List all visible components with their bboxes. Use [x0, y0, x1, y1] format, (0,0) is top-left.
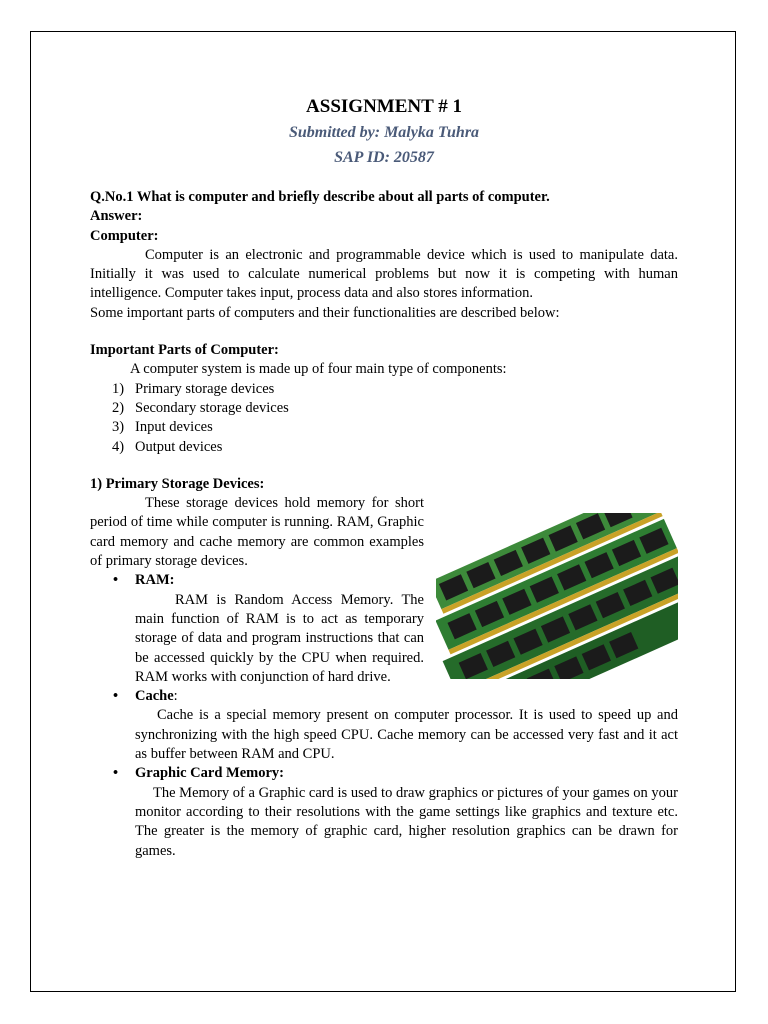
answer-label: Answer: — [90, 208, 143, 225]
ram-label: RAM: — [135, 572, 175, 589]
primary-storage-intro: These storage devices hold memory for short period of time while computer is running. RAM, Graphic card memory and cache memory are common examples of primary storage devices. — [90, 495, 424, 570]
ram-text: RAM is Random Access Memory. The main function of RAM is to act as temporary storage of data and program instructions that can be accessed quickly by the CPU when required. RAM works with conjunction of hard drive. — [135, 591, 424, 685]
list-item: 3) Input devices — [112, 419, 213, 436]
bullet-icon: • — [113, 765, 119, 782]
list-item: 1) Primary storage devices — [112, 380, 275, 397]
document-body — [90, 94, 678, 861]
parts-heading: Important Parts of Computer: — [90, 342, 279, 359]
gpu-text: The Memory of a Graphic card is used to draw graphics or pictures of your games on your monitor according to their resolutions with the game settings like graphics and texture etc. The greater is the memory of graphic card, higher resolution graphics can be drawn for games. — [135, 784, 678, 859]
primary-storage-list — [90, 571, 678, 860]
parts-list — [90, 380, 678, 457]
question-text: Q.No.1 What is computer and briefly describe about all parts of computer. — [90, 189, 550, 205]
list-item — [90, 764, 678, 860]
computer-paragraph: Computer is an electronic and programmable device which is used to manipulate data. Initially it was used to calculate numerical problems but now it is competing with human intelligence. Computer takes input, process data and also stores information. — [90, 246, 678, 302]
sap-id: SAP ID: 20587 — [334, 149, 434, 166]
primary-storage-heading: 1) Primary Storage Devices: — [90, 475, 265, 492]
parts-intro: Some important parts of computers and their functionalities are described below: — [90, 304, 560, 321]
list-item: 2) Secondary storage devices — [112, 399, 289, 416]
computer-heading: Computer: — [90, 227, 159, 244]
gpu-label: Graphic Card Memory: — [135, 765, 284, 782]
list-item: 4) Output devices — [112, 438, 223, 455]
list-item: • Cache: Cache is a special memory present on computer processor. It is used to speed up and synchronizing with the high speed CPU. Cache memory can be accessed very fast and it act as buffer between RAM and CPU. — [90, 687, 678, 764]
assignment-title: ASSIGNMENT # 1 — [306, 96, 462, 117]
cache-text: Cache is a special memory present on computer processor. It is used to speed up and synchronizing with the high speed CPU. Cache memory can be accessed very fast and it act as buffer between RAM and CPU. — [135, 707, 678, 763]
submitted-by: Submitted by: Malyka Tuhra — [288, 124, 480, 141]
bullet-icon: • — [113, 688, 119, 705]
parts-intro-line: A computer system is made up of four main type of components: — [130, 361, 507, 378]
list-item — [90, 571, 678, 687]
bullet-icon: • — [113, 572, 119, 589]
cache-label: Cache — [135, 688, 174, 705]
